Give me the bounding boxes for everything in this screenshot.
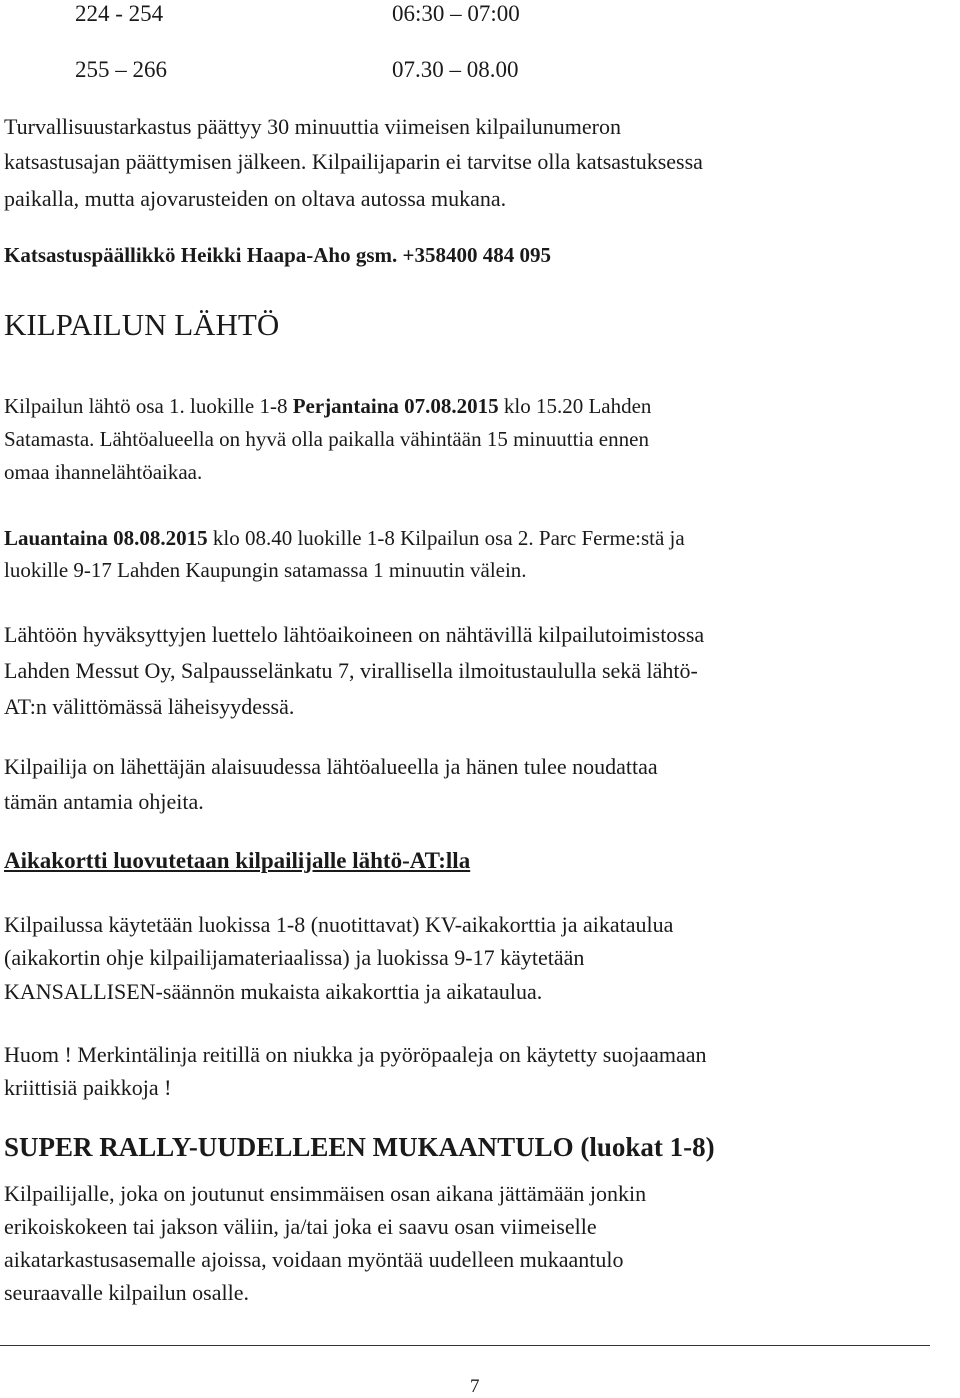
footer-divider bbox=[0, 1345, 930, 1346]
schedule-time-2: 07.30 – 08.00 bbox=[392, 57, 519, 82]
start-p2-line-2: luokille 9-17 Lahden Kaupungin satamassa 1 minuutin välein. bbox=[4, 558, 527, 582]
inspection-chief bbox=[4, 241, 551, 269]
start-p2-text-a: klo 08.40 luokille 1-8 Kilpailun osa 2. Parc Ferme:stä ja bbox=[207, 526, 685, 550]
inspection-line-3: paikalla, mutta ajovarusteiden on oltava autossa mukana. bbox=[4, 186, 507, 211]
schedule-time-1: 06:30 – 07:00 bbox=[392, 1, 520, 26]
start-p1-line-3: omaa ihannelähtöaikaa. bbox=[4, 460, 203, 484]
super-rally-line-2: erikoiskokeen tai jakson väliin, ja/tai joka ei saavu osan viimeiselle bbox=[4, 1214, 597, 1239]
inspection-line-1: Turvallisuustarkastus päättyy 30 minuuttia viimeisen kilpailunumeron bbox=[4, 114, 621, 139]
timecard-heading: Aikakortti luovutetaan kilpailijalle lähtö-AT:lla bbox=[4, 848, 471, 873]
timecard-line-3: KANSALLISEN-säännön mukaista aikakorttia ja aikataulua. bbox=[4, 979, 543, 1004]
start-p2-line-1 bbox=[4, 524, 685, 552]
inspection-line-2: katsastusajan päättymisen jälkeen. Kilpailijaparin ei tarvitse olla katsastuksessa bbox=[4, 149, 703, 174]
super-rally-line-1: Kilpailijalle, joka on joutunut ensimmäisen osan aikana jättämään jonkin bbox=[4, 1181, 647, 1206]
super-rally-line-4: seuraavalle kilpailun osalle. bbox=[4, 1280, 249, 1305]
page-number: 7 bbox=[470, 1376, 480, 1397]
inspection-chief-text: Katsastuspäällikkö Heikki Haapa-Aho gsm. +358400 484 095 bbox=[4, 243, 551, 267]
start-p3-line-1: Lähtöön hyväksyttyjen luettelo lähtöaikoineen on nähtävillä kilpailutoimistossa bbox=[4, 622, 705, 647]
super-rally-heading: SUPER RALLY-UUDELLEEN MUKAANTULO (luokat 1-8) bbox=[4, 1132, 715, 1162]
start-p4-line-1: Kilpailija on lähettäjän alaisuudessa lähtöalueella ja hänen tulee noudattaa bbox=[4, 754, 658, 779]
start-p1-text-b: klo 15.20 Lahden bbox=[498, 394, 652, 418]
schedule-range-2: 255 – 266 bbox=[75, 57, 167, 82]
start-p1-line-2: Satamasta. Lähtöalueella on hyvä olla paikalla vähintään 15 minuuttia ennen bbox=[4, 427, 649, 451]
start-p4-line-2: tämän antamia ohjeita. bbox=[4, 789, 204, 814]
start-p3-line-3: AT:n välittömässä läheisyydessä. bbox=[4, 694, 295, 719]
schedule-range-1: 224 - 254 bbox=[75, 1, 164, 26]
start-p1-text-a: Kilpailun lähtö osa 1. luokille 1-8 bbox=[4, 394, 293, 418]
start-p3-line-2: Lahden Messut Oy, Salpausselänkatu 7, virallisella ilmoitustaululla sekä lähtö- bbox=[4, 658, 698, 683]
start-p1-date: Perjantaina 07.08.2015 bbox=[292, 394, 499, 418]
super-rally-line-3: aikatarkastusasemalle ajoissa, voidaan myöntää uudelleen mukaantulo bbox=[4, 1247, 624, 1272]
start-p2-date: Lauantaina 08.08.2015 bbox=[4, 526, 208, 550]
start-p1-line-1 bbox=[4, 392, 651, 420]
timecard-note-1: Huom ! Merkintälinja reitillä on niukka ja pyöröpaaleja on käytetty suojaamaan bbox=[4, 1042, 707, 1067]
timecard-line-2: (aikakortin ohje kilpailijamateriaalissa) ja luokissa 9-17 käytetään bbox=[4, 945, 585, 970]
start-heading: KILPAILUN LÄHTÖ bbox=[4, 307, 280, 342]
timecard-note-2: kriittisiä paikkoja ! bbox=[4, 1075, 172, 1100]
timecard-line-1: Kilpailussa käytetään luokissa 1-8 (nuotittavat) KV-aikakorttia ja aikataulua bbox=[4, 912, 674, 937]
